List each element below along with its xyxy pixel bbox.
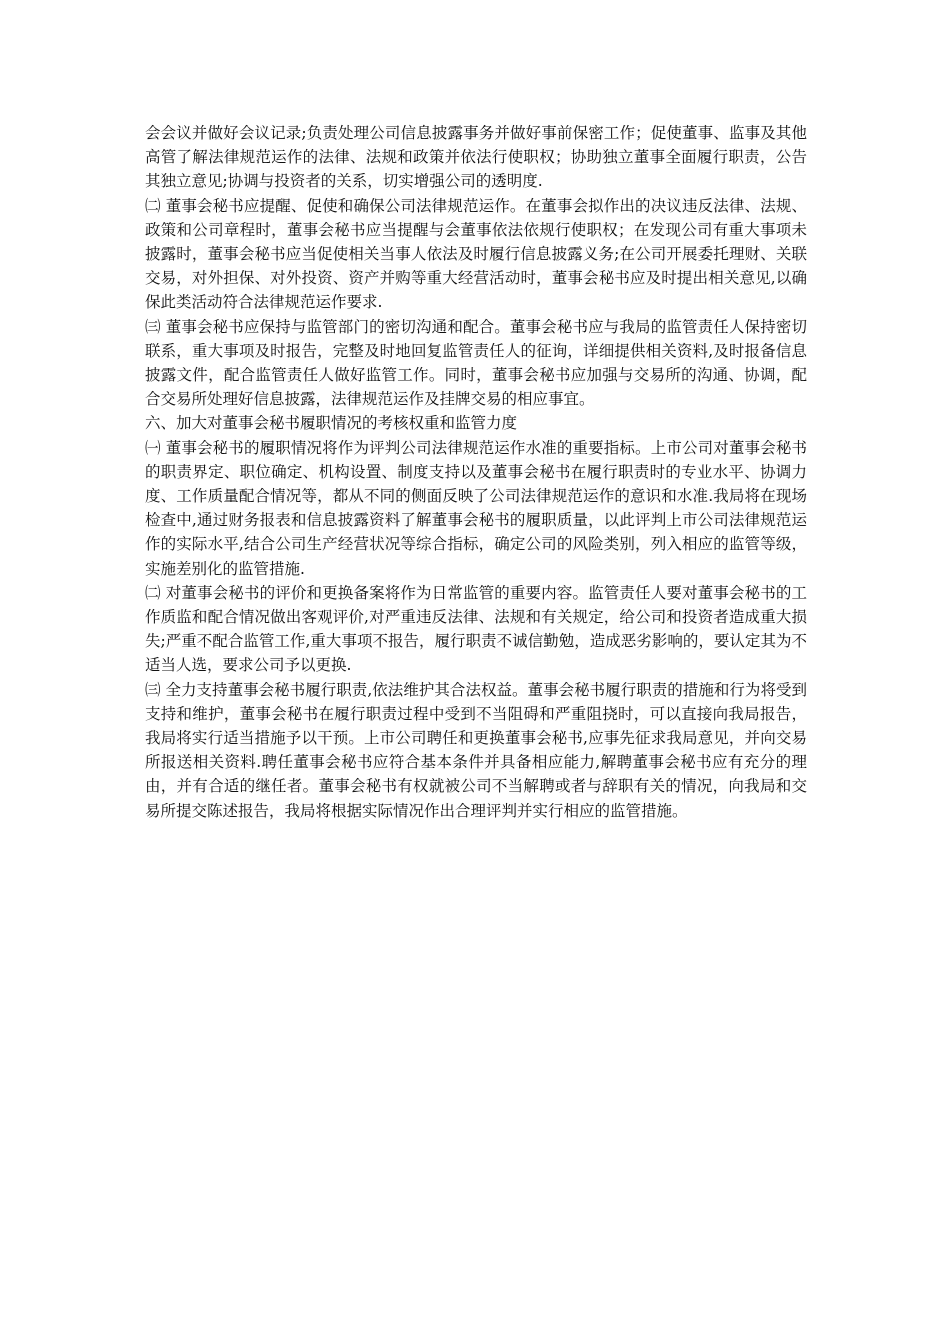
paragraph-duties-continued: 会会议并做好会议记录;负责处理公司信息披露事务并做好事前保密工作；促使董事、监事及其他高管了解法律规范运作的法律、法规和政策并依法行使职权；协助独立董事全面履行职责，公告其独立意见;协调与投资者的关系，切实增强公司的透明度. [145, 124, 807, 191]
paragraph-item-3-communication: ㈢ 董事会秘书应保持与监管部门的密切沟通和配合。董事会秘书应与我局的监管责任人保持密切联系，重大事项及时报告，完整及时地回复监管责任人的征询，详细提供相关资料,及时报备信息披露文件，配合监管责任人做好监管工作。同时，董事会秘书应加强与交易所的沟通、协调，配合交易所处理好信息披露，法律规范运作及挂牌交易的相应事宜。 [145, 317, 807, 409]
paragraph-item-1-evaluation: ㈠ 董事会秘书的履职情况将作为评判公司法律规范运作水准的重要指标。上市公司对董事会秘书的职责界定、职位确定、机构设置、制度支持以及董事会秘书在履行职责时的专业水平、协调力度、工作质量配合情况等，都从不同的侧面反映了公司法律规范运作的意识和水准.我局将在现场检查中,通过财务报表和信息披露资料了解董事会秘书的履职质量，以此评判上市公司法律规范运作的实际水平,结合公司生产经营状况等综合指标，确定公司的风险类别，列入相应的监管等级，实施差别化的监管措施. [145, 438, 807, 578]
paragraph-item-2-replacement: ㈡ 对董事会秘书的评价和更换备案将作为日常监管的重要内容。监管责任人要对董事会秘书的工作质监和配合情况做出客观评价,对严重违反法律、法规和有关规定，给公司和投资者造成重大损失;严重不配合监管工作,重大事项不报告，履行职责不诚信勤勉，造成恶劣影响的，要认定其为不适当人选，要求公司予以更换. [145, 583, 807, 675]
document-body [145, 121, 807, 823]
section-heading-six: 六、加大对董事会秘书履职情况的考核权重和监管力度 [145, 414, 518, 433]
paragraph-item-3-support: ㈢ 全力支持董事会秘书履行职责,依法维护其合法权益。董事会秘书履行职责的措施和行为将受到支持和维护，董事会秘书在履行职责过程中受到不当阻碍和严重阻挠时，可以直接向我局报告，我局将实行适当措施予以干预。上市公司聘任和更换董事会秘书,应事先征求我局意见，并向交易所报送相关资料.聘任董事会秘书应符合基本条件并具备相应能力,解聘董事会秘书应有充分的理由，并有合适的继任者。董事会秘书有权就被公司不当解聘或者与辞职有关的情况，向我局和交易所提交陈述报告，我局将根据实际情况作出合理评判并实行相应的监管措施。 [145, 680, 807, 820]
paragraph-item-2-compliance: ㈡ 董事会秘书应提醒、促使和确保公司法律规范运作。在董事会拟作出的决议违反法律、法规、政策和公司章程时，董事会秘书应当提醒与会董事依法依规行使职权；在发现公司有重大事项未披露时，董事会秘书应当促使相关当事人依法及时履行信息披露义务;在公司开展委托理财、关联交易，对外担保、对外投资、资产并购等重大经营活动时，董事会秘书应及时提出相关意见,以确保此类活动符合法律规范运作要求. [145, 196, 807, 312]
